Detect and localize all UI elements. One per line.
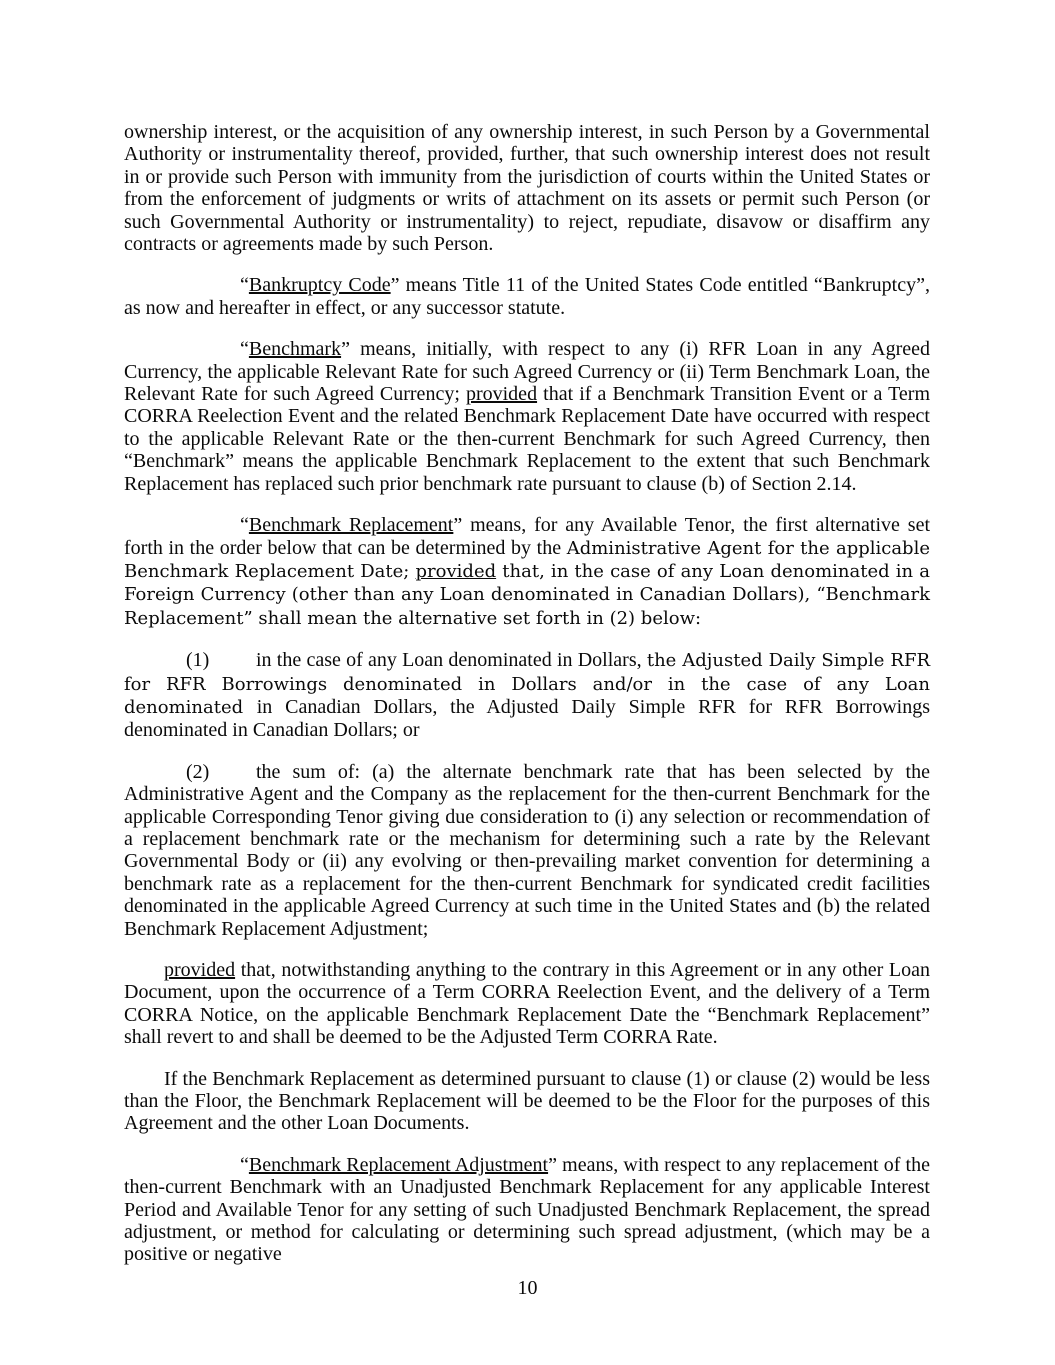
paragraph-text: If the Benchmark Replacement as determined pursuant to clause (1) or clause (2) would be less than the Floor, the Benchmark Replacement will be deemed to be the Floor for the purposes of this Agreement and the other Loan Documents. [124, 1067, 930, 1135]
clause-text: in the case of any Loan denominated in Dollars, [256, 649, 647, 672]
page-body-text [124, 121, 930, 1285]
defined-term: Benchmark Replacement Adjustment [248, 1153, 549, 1176]
proviso-term: provided [164, 959, 236, 981]
definition-bankruptcy-code [124, 274, 930, 319]
open-quote: “ [240, 1153, 249, 1176]
page-number: 10 [517, 1277, 538, 1299]
definition-benchmark [124, 338, 930, 495]
paragraph-floor [124, 1068, 930, 1135]
paragraph-continuation [124, 121, 930, 255]
paragraph-proviso [124, 959, 930, 1049]
clause-1-number: (1) [186, 649, 210, 672]
clause-text: the sum of: (a) the alternate benchmark rate that has been selected by the Administrative Agent and the Company as the replacement for the then-current Benchmark for the applicable Corresponding Tenor giving due consideration to (i) any selection or recommendation of a replacement benchmark rate or the mechanism for determining such a rate by the Relevant Governmental Body or (ii) any evolving or then-prevailing market convention for determining a benchmark rate as a replacement for the then-current Benchmark for syndicated credit facilities denominated in the applicable Agreed Currency at such time in the United States and (b) the related Benchmark Replacement Adjustment; [124, 760, 930, 940]
clause-text: in Canadian Dollars, the Adjusted Daily Simple RFR for RFR Borrowings denominated in Canadian Dollars; or [124, 695, 930, 742]
clause-1 [124, 649, 930, 742]
inserted-text: Administrative Agent for the applicable Benchmark Replacement Date; [124, 537, 930, 582]
definition-text: ” means, for any Available Tenor, the first alternative set forth in the order below that can be determined by the [124, 514, 931, 559]
clause-2-number: (2) [186, 760, 210, 783]
definition-text: ” means, with respect to any replacement of the then-current Benchmark with an Unadjusted Benchmark Replacement for any applicable Interest Period and Available Tenor for any setting of such Unadjusted Benchmark Replacement, the spread adjustment, or method for calculating or determining such spread adjustment, (which may be a positive or negative [124, 1153, 930, 1266]
definition-text: ” means Title 11 of the United States Code entitled “Bankruptcy”, as now and hereafter in effect, or any successor statute. [124, 274, 930, 319]
paragraph-text: that, notwithstanding anything to the contrary in this Agreement or in any other Loan Document, upon the occurrence of a Term CORRA Reelection Event, and the delivery of a Term CORRA Notice, on the applicable Benchmark Replacement Date the “Benchmark Replacement” shall revert to and shall be deemed to be the Adjusted Term CORRA Rate. [124, 959, 930, 1049]
proviso-term: provided [415, 560, 497, 582]
defined-term: Benchmark [248, 338, 342, 361]
open-quote: “ [240, 338, 249, 361]
defined-term: Benchmark Replacement [248, 514, 454, 537]
paragraph-text: ownership interest, or the acquisition of any ownership interest, in such Person by a Governmental Authority or instrumentality thereof, provided, further, that such ownership interest does not result in or provide such Person with immunity from the jurisdiction of courts within the United States or from the enforcement of judgments or writs of attachment on its assets or permit such Person (or such Governmental Authority or instrumentality) to reject, repudiate, disavow or disaffirm any contracts or agreements made by such Person. [124, 121, 930, 256]
definition-text: ” means, initially, with respect to any (i) RFR Loan in any Agreed Currency, the applicable Relevant Rate for such Agreed Currency or (ii) Term Benchmark Loan, the Relevant Rate for such Agreed Currency; [124, 338, 930, 406]
open-quote: “ [240, 274, 249, 297]
clause-2 [124, 761, 930, 940]
definition-benchmark-replacement-adjustment [124, 1154, 930, 1266]
inserted-text: the Adjusted Daily Simple RFR for RFR Borrowings denominated in Dollars and/or in the case of any Loan denominated [124, 650, 930, 718]
open-quote: “ [240, 514, 249, 537]
definition-benchmark-replacement [124, 514, 930, 630]
defined-term: Bankruptcy Code [248, 274, 391, 297]
definition-text: that if a Benchmark Transition Event or a Term CORRA Reelection Event and the related Benchmark Replacement Date have occurred with respect to the applicable Relevant Rate or the then-current Benchmark for such Agreed Currency, then “Benchmark” means the applicable Benchmark Replacement to the extent that such Benchmark Replacement has replaced such prior benchmark rate pursuant to clause (b) of Section 2.14. [124, 383, 930, 495]
inserted-text: that, in the case of any Loan denominated in a Foreign Currency (other than any Loan denominated in Canadian Dollars), “Benchmark Replacement” shall mean the alternative set forth in (2) below: [124, 560, 931, 629]
proviso-term: provided [465, 383, 538, 406]
